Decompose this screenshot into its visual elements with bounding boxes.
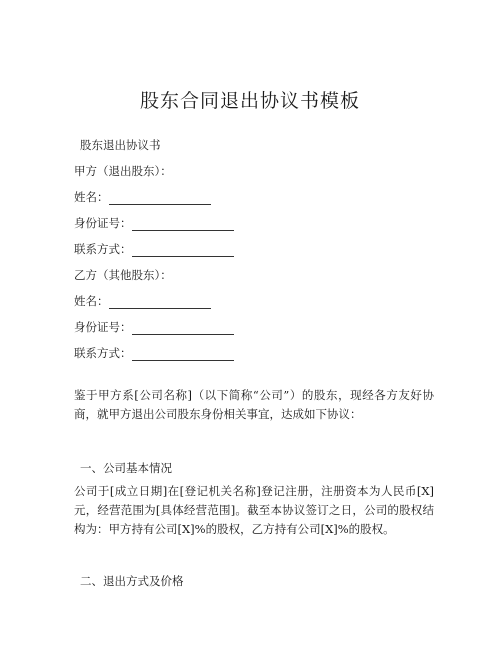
party-a-name-row	[74, 189, 211, 205]
party-a-id-row	[74, 215, 234, 231]
party-b-id-row	[74, 319, 234, 335]
party-b-id-label: 身份证号：	[74, 320, 132, 334]
preamble-paragraph: 鉴于甲方系[公司名称]（以下简称“公司”）的股东，现经各方友好协商，就甲方退出公司股东身份相关事宜，达成如下协议：	[74, 388, 434, 421]
party-a-name-blank[interactable]	[109, 193, 211, 205]
party-a-name-label: 姓名：	[74, 190, 109, 204]
party-b-contact-row	[74, 345, 234, 361]
party-b-name-blank[interactable]	[109, 297, 211, 309]
party-a-contact-row	[74, 241, 234, 257]
document-title: 股东合同退出协议书模板	[139, 90, 360, 112]
party-a-contact-blank[interactable]	[132, 245, 234, 257]
subtitle: 股东退出协议书	[80, 138, 161, 152]
party-b-contact-blank[interactable]	[132, 349, 234, 361]
party-a-contact-label: 联系方式：	[74, 242, 132, 256]
section-1-body: 公司于[成立日期]在[登记机关名称]登记注册，注册资本为人民币[X]元，经营范围为[具体经营范围]。截至本协议签订之日，公司的股权结构为：甲方持有公司[X]%的股权，乙方持有公司[X]%的股权。	[74, 484, 434, 536]
party-a-heading: 甲方（退出股东）：	[74, 164, 172, 178]
party-a-id-label: 身份证号：	[74, 216, 132, 230]
party-b-id-blank[interactable]	[132, 323, 234, 335]
party-a-id-blank[interactable]	[132, 219, 234, 231]
section-1-heading: 一、公司基本情况	[80, 461, 172, 475]
section-2-heading: 二、退出方式及价格	[80, 574, 184, 588]
party-b-name-row	[74, 293, 211, 309]
party-b-name-label: 姓名：	[74, 294, 109, 308]
party-b-contact-label: 联系方式：	[74, 346, 132, 360]
party-b-heading: 乙方（其他股东）：	[74, 268, 172, 282]
